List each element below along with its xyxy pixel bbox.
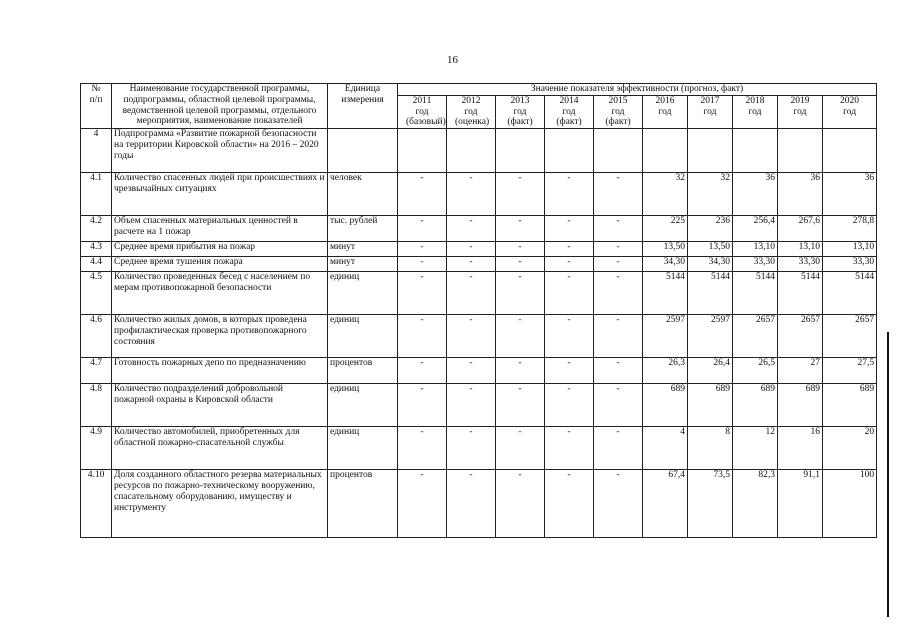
header-year-2016 bbox=[643, 95, 688, 128]
value-2020: 33,30 bbox=[823, 257, 877, 272]
table-row bbox=[81, 315, 877, 358]
value-2019: 5144 bbox=[778, 272, 823, 315]
indicator-name: Количество проведенных бесед с населением по мерам противопожарной безопасности bbox=[112, 272, 328, 315]
value-2016: 2597 bbox=[643, 315, 688, 358]
header-year-2020 bbox=[823, 95, 877, 128]
value-2016: 5144 bbox=[643, 272, 688, 315]
value-2012: - bbox=[447, 216, 496, 242]
value-2018: 2657 bbox=[733, 315, 778, 358]
year-label: 2015 bbox=[608, 95, 628, 106]
value-2012: - bbox=[447, 242, 496, 257]
table-row bbox=[81, 470, 877, 538]
value-2015: - bbox=[594, 173, 643, 216]
row-number: 4.4 bbox=[81, 257, 112, 272]
value-2011: - bbox=[398, 384, 447, 427]
value-2011: - bbox=[398, 216, 447, 242]
value-2020: 100 bbox=[823, 470, 877, 538]
value-2019: 2657 bbox=[778, 315, 823, 358]
indicator-name: Объем спасенных материальных ценностей в расчете на 1 пожар bbox=[112, 216, 328, 242]
value-2014: - bbox=[545, 173, 594, 216]
value-2016: 4 bbox=[643, 427, 688, 470]
value-2015: - bbox=[594, 358, 643, 384]
value-2012: - bbox=[447, 427, 496, 470]
table-row bbox=[81, 427, 877, 470]
value-2018: 13,10 bbox=[733, 242, 778, 257]
value-2012: - bbox=[447, 272, 496, 315]
indicator-name: Среднее время прибытия на пожар bbox=[112, 242, 328, 257]
value-2019: 16 bbox=[778, 427, 823, 470]
value-2017: 73,5 bbox=[688, 470, 733, 538]
unit-cell: процентов bbox=[328, 358, 398, 384]
table-row bbox=[81, 384, 877, 427]
value-2017: 689 bbox=[688, 384, 733, 427]
value-2020: 278,8 bbox=[823, 216, 877, 242]
row-number: 4.3 bbox=[81, 242, 112, 257]
value-2013: - bbox=[496, 242, 545, 257]
value-2013: - bbox=[496, 427, 545, 470]
year-sublabel: год (оценка) bbox=[455, 106, 490, 128]
value-2014: - bbox=[545, 427, 594, 470]
row-number: 4.10 bbox=[81, 470, 112, 538]
value-2020: 2657 bbox=[823, 315, 877, 358]
table-row bbox=[81, 272, 877, 315]
year-label: 2020 bbox=[840, 95, 860, 106]
value-2014: - bbox=[545, 216, 594, 242]
header-year-2014 bbox=[545, 95, 594, 128]
year-label: 2013 bbox=[510, 95, 530, 106]
value-2018: 33,30 bbox=[733, 257, 778, 272]
scan-edge-line bbox=[887, 332, 889, 617]
value-2012: - bbox=[447, 315, 496, 358]
row-number: 4.9 bbox=[81, 427, 112, 470]
year-label: 2017 bbox=[700, 95, 720, 106]
value-2018: 5144 bbox=[733, 272, 778, 315]
value-2014: - bbox=[545, 257, 594, 272]
header-year-2018 bbox=[733, 95, 778, 128]
value-2017: 236 bbox=[688, 216, 733, 242]
value-2018: 26,5 bbox=[733, 358, 778, 384]
value-2017: 32 bbox=[688, 173, 733, 216]
row-number: 4.7 bbox=[81, 358, 112, 384]
indicator-name: Количество подразделений добровольной пожарной охраны в Кировской области bbox=[112, 384, 328, 427]
table-body bbox=[81, 129, 877, 538]
value-2019: 267,6 bbox=[778, 216, 823, 242]
value-2013: - bbox=[496, 257, 545, 272]
value-2014: - bbox=[545, 242, 594, 257]
year-sublabel: год (факт) bbox=[507, 106, 533, 128]
value-2020: 27,5 bbox=[823, 358, 877, 384]
value-2018: 12 bbox=[733, 427, 778, 470]
year-label: 2014 bbox=[559, 95, 579, 106]
value-2011: - bbox=[398, 257, 447, 272]
header-year-2012 bbox=[447, 95, 496, 128]
value-2016: 32 bbox=[643, 173, 688, 216]
header-year-2019 bbox=[778, 95, 823, 128]
value-2013: - bbox=[496, 173, 545, 216]
value-2014: - bbox=[545, 315, 594, 358]
value-2020: 13,10 bbox=[823, 242, 877, 257]
unit-cell: минут bbox=[328, 257, 398, 272]
unit-cell: человек bbox=[328, 173, 398, 216]
value-2019: 36 bbox=[778, 173, 823, 216]
unit-cell: единиц bbox=[328, 272, 398, 315]
unit-cell: единиц bbox=[328, 427, 398, 470]
value-2014: - bbox=[545, 272, 594, 315]
header-year-2015 bbox=[594, 95, 643, 128]
year-sublabel: год bbox=[748, 106, 762, 117]
unit-cell: единиц bbox=[328, 315, 398, 358]
year-sublabel: год bbox=[703, 106, 717, 117]
value-2016: 13,50 bbox=[643, 242, 688, 257]
row-number: 4.8 bbox=[81, 384, 112, 427]
section-row bbox=[81, 129, 877, 173]
year-sublabel: год (базовый) bbox=[406, 106, 446, 128]
value-2017: 2597 bbox=[688, 315, 733, 358]
value-2015: - bbox=[594, 470, 643, 538]
value-2015: - bbox=[594, 257, 643, 272]
header-number: № п/п bbox=[81, 84, 112, 129]
value-2015: - bbox=[594, 272, 643, 315]
indicator-name: Количество автомобилей, приобретенных для областной пожарно-спасательной службы bbox=[112, 427, 328, 470]
table-row bbox=[81, 216, 877, 242]
value-2011: - bbox=[398, 173, 447, 216]
year-label: 2012 bbox=[461, 95, 481, 106]
value-2011: - bbox=[398, 470, 447, 538]
unit-cell: минут bbox=[328, 242, 398, 257]
value-2012: - bbox=[447, 384, 496, 427]
header-unit: Единица измерения bbox=[328, 84, 398, 129]
value-2018: 689 bbox=[733, 384, 778, 427]
value-2012: - bbox=[447, 358, 496, 384]
value-2016: 225 bbox=[643, 216, 688, 242]
value-2019: 91,1 bbox=[778, 470, 823, 538]
year-label: 2019 bbox=[790, 95, 810, 106]
table-row bbox=[81, 257, 877, 272]
value-2013: - bbox=[496, 384, 545, 427]
value-2017: 5144 bbox=[688, 272, 733, 315]
value-2017: 34,30 bbox=[688, 257, 733, 272]
header-year-2013 bbox=[496, 95, 545, 128]
header-year-2017 bbox=[688, 95, 733, 128]
year-sublabel: год bbox=[793, 106, 807, 117]
value-2012: - bbox=[447, 470, 496, 538]
value-2018: 256,4 bbox=[733, 216, 778, 242]
indicators-table bbox=[80, 83, 877, 538]
value-2015: - bbox=[594, 216, 643, 242]
value-2012: - bbox=[447, 173, 496, 216]
indicator-name: Готовность пожарных депо по предназначению bbox=[112, 358, 328, 384]
value-2012: - bbox=[447, 257, 496, 272]
page-number: 16 bbox=[447, 54, 458, 66]
value-2020: 5144 bbox=[823, 272, 877, 315]
value-2016: 26,3 bbox=[643, 358, 688, 384]
unit-cell: единиц bbox=[328, 384, 398, 427]
section-title: Подпрограмма «Развитие пожарной безопасности на территории Кировской области» на 2016 – 2020 годы bbox=[112, 129, 328, 173]
row-number: 4.6 bbox=[81, 315, 112, 358]
value-2016: 689 bbox=[643, 384, 688, 427]
value-2015: - bbox=[594, 384, 643, 427]
row-number: 4.2 bbox=[81, 216, 112, 242]
value-2018: 36 bbox=[733, 173, 778, 216]
value-2015: - bbox=[594, 315, 643, 358]
row-number: 4.5 bbox=[81, 272, 112, 315]
value-2011: - bbox=[398, 242, 447, 257]
value-2017: 8 bbox=[688, 427, 733, 470]
indicator-name: Количество жилых домов, в которых проведена профилактическая проверка противопожарного состояния bbox=[112, 315, 328, 358]
value-2015: - bbox=[594, 427, 643, 470]
value-2019: 13,10 bbox=[778, 242, 823, 257]
value-2019: 689 bbox=[778, 384, 823, 427]
value-2011: - bbox=[398, 315, 447, 358]
value-2013: - bbox=[496, 315, 545, 358]
header-group: Значение показателя эффективности (прогноз, факт) bbox=[398, 84, 877, 96]
value-2014: - bbox=[545, 358, 594, 384]
indicator-name: Среднее время тушения пожара bbox=[112, 257, 328, 272]
year-sublabel: год (факт) bbox=[605, 106, 631, 128]
value-2018: 82,3 bbox=[733, 470, 778, 538]
value-2020: 20 bbox=[823, 427, 877, 470]
year-label: 2018 bbox=[745, 95, 765, 106]
value-2017: 26,4 bbox=[688, 358, 733, 384]
year-sublabel: год (факт) bbox=[556, 106, 582, 128]
value-2011: - bbox=[398, 358, 447, 384]
value-2016: 67,4 bbox=[643, 470, 688, 538]
value-2011: - bbox=[398, 272, 447, 315]
value-2020: 36 bbox=[823, 173, 877, 216]
indicator-name: Доля созданного областного резерва материальных ресурсов по пожарно-техническому вооружению, спасательному оборудованию, имуществу и инструменту bbox=[112, 470, 328, 538]
row-number: 4.1 bbox=[81, 173, 112, 216]
year-label: 2011 bbox=[412, 95, 432, 106]
section-number: 4 bbox=[81, 129, 112, 173]
unit-cell: тыс. рублей bbox=[328, 216, 398, 242]
table-row bbox=[81, 358, 877, 384]
table-row bbox=[81, 242, 877, 257]
value-2013: - bbox=[496, 470, 545, 538]
value-2016: 34,30 bbox=[643, 257, 688, 272]
year-sublabel: год bbox=[658, 106, 672, 117]
value-2014: - bbox=[545, 384, 594, 427]
unit-cell: процентов bbox=[328, 470, 398, 538]
value-2017: 13,50 bbox=[688, 242, 733, 257]
header-year-2011 bbox=[398, 95, 447, 128]
year-label: 2016 bbox=[655, 95, 675, 106]
table-row bbox=[81, 173, 877, 216]
value-2015: - bbox=[594, 242, 643, 257]
value-2013: - bbox=[496, 216, 545, 242]
value-2019: 33,30 bbox=[778, 257, 823, 272]
value-2011: - bbox=[398, 427, 447, 470]
indicator-name: Количество спасенных людей при происшествиях и чрезвычайных ситуациях bbox=[112, 173, 328, 216]
value-2013: - bbox=[496, 272, 545, 315]
value-2019: 27 bbox=[778, 358, 823, 384]
value-2020: 689 bbox=[823, 384, 877, 427]
value-2013: - bbox=[496, 358, 545, 384]
header-name: Наименование государственной программы, подпрограммы, областной целевой программы, ведомственной целевой программы, отдельного мероприятия, наименование показателей bbox=[112, 84, 328, 129]
value-2014: - bbox=[545, 470, 594, 538]
header-row-1 bbox=[81, 84, 877, 96]
year-sublabel: год bbox=[843, 106, 857, 117]
